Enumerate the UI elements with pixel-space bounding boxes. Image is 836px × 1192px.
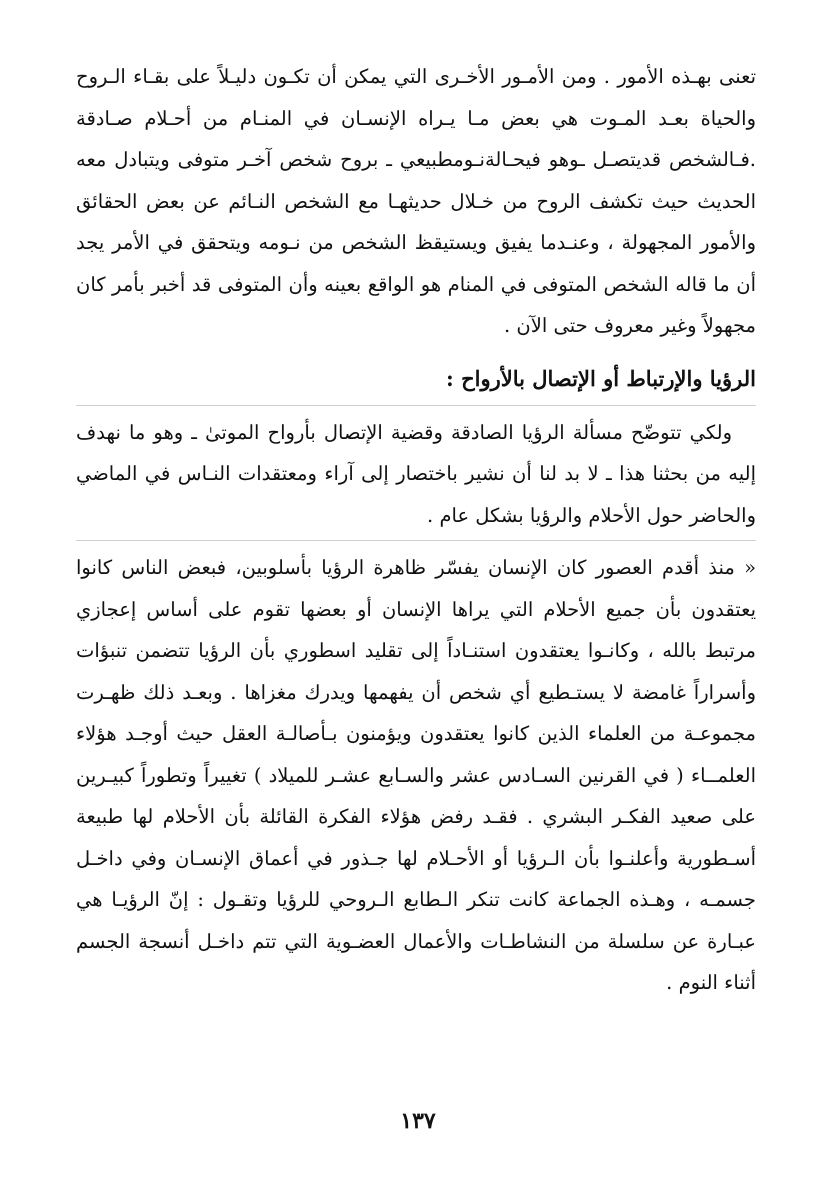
intro-paragraph: تعنى بهـذه الأمور . ومن الأمـور الأخـرى التي يمكن أن تكـون دليـلاً على بقـاء الـروح والحياة بعـد المـوت هي بعض مـا يـراه الإنسـان في المنـام من أحـلام صـادقة .فـالشخص قديتصـل ـوهو فيحـالةنـومطبيعي ـ بروح شخص آخـر متوفى ويتبادل معه الحديث حيث تكشف الروح من خـلال حديثهـا مع الشخص النـائم عن بعض الحقائق والأمور المجهولة ، وعنـدما يفيق ويستيقظ الشخص من نـومه ويتحقق في الأمر يجد أن ما قاله الشخص المتوفى في المنام هو الواقع بعينه وأن المتوفى قد أخبر بأمر كان مجهولاً وغير معروف حتى الآن .	[76, 65, 756, 337]
section-heading: الرؤيا والإرتباط أو الإتصال بالأرواح :	[446, 365, 756, 391]
section-paragraph: ولكي تتوضّح مسألة الرؤيا الصادقة وقضية الإتصال بأرواح الموتىٰ ـ وهو ما نهدف إليه من بحثنا هذا ـ لا بد لنا أن نشير باختصار إلى آراء ومعتقدات النـاس في الماضي والحاضر حول الأحلام والرؤيا بشكل عام .	[76, 420, 756, 527]
quote-paragraph: « منذ أقدم العصور كان الإنسان يفسّر ظاهرة الرؤيا بأسلوبين، فبعض الناس كانوا يعتقدون بأن جميع الأحلام التي يراها الإنسان أو بعضها تقوم على أساس إعجازي مرتبط بالله ، وكانـوا يعتقدون استنـاداً إلى تقليد اسطوري بأن الرؤيا تتضمن تنبؤات وأسراراً غامضة لا يستـطيع أي شخص أن يفهمها ويدرك مغزاها . وبعـد ذلك ظهـرت مجموعـة من العلماء الذين كانوا يعتقدون ويؤمنون بـأصالـة العقل حيث أوجـد هؤلاء العلمــاء ( في القرنين السـادس عشر والسـابع عشـر للميلاد ) تغييراً وتطوراً كبيـرين على صعيد الفكـر البشري . فقـد رفض هؤلاء الفكرة القائلة بأن الأحلام لها طبيعة أسـطورية وأعلنـوا بأن الـرؤيا أو الأحـلام لها جـذور في أعماق الإنسـان وفي داخـل جسمـه ، وهـذه الجماعة كانت تنكر الـطابع الـروحي للرؤيا وتقـول : إنّ الرؤيـا هي عبـارة عن سلسلة من النشاطـات والأعمال العضـوية التي تتم داخـل أنسجة الجسم أثناء النوم .	[76, 556, 756, 994]
heading-divider	[76, 405, 756, 406]
page-number: ١٣٧	[400, 1108, 436, 1134]
page-body	[76, 56, 756, 1004]
quote-divider	[76, 540, 756, 541]
